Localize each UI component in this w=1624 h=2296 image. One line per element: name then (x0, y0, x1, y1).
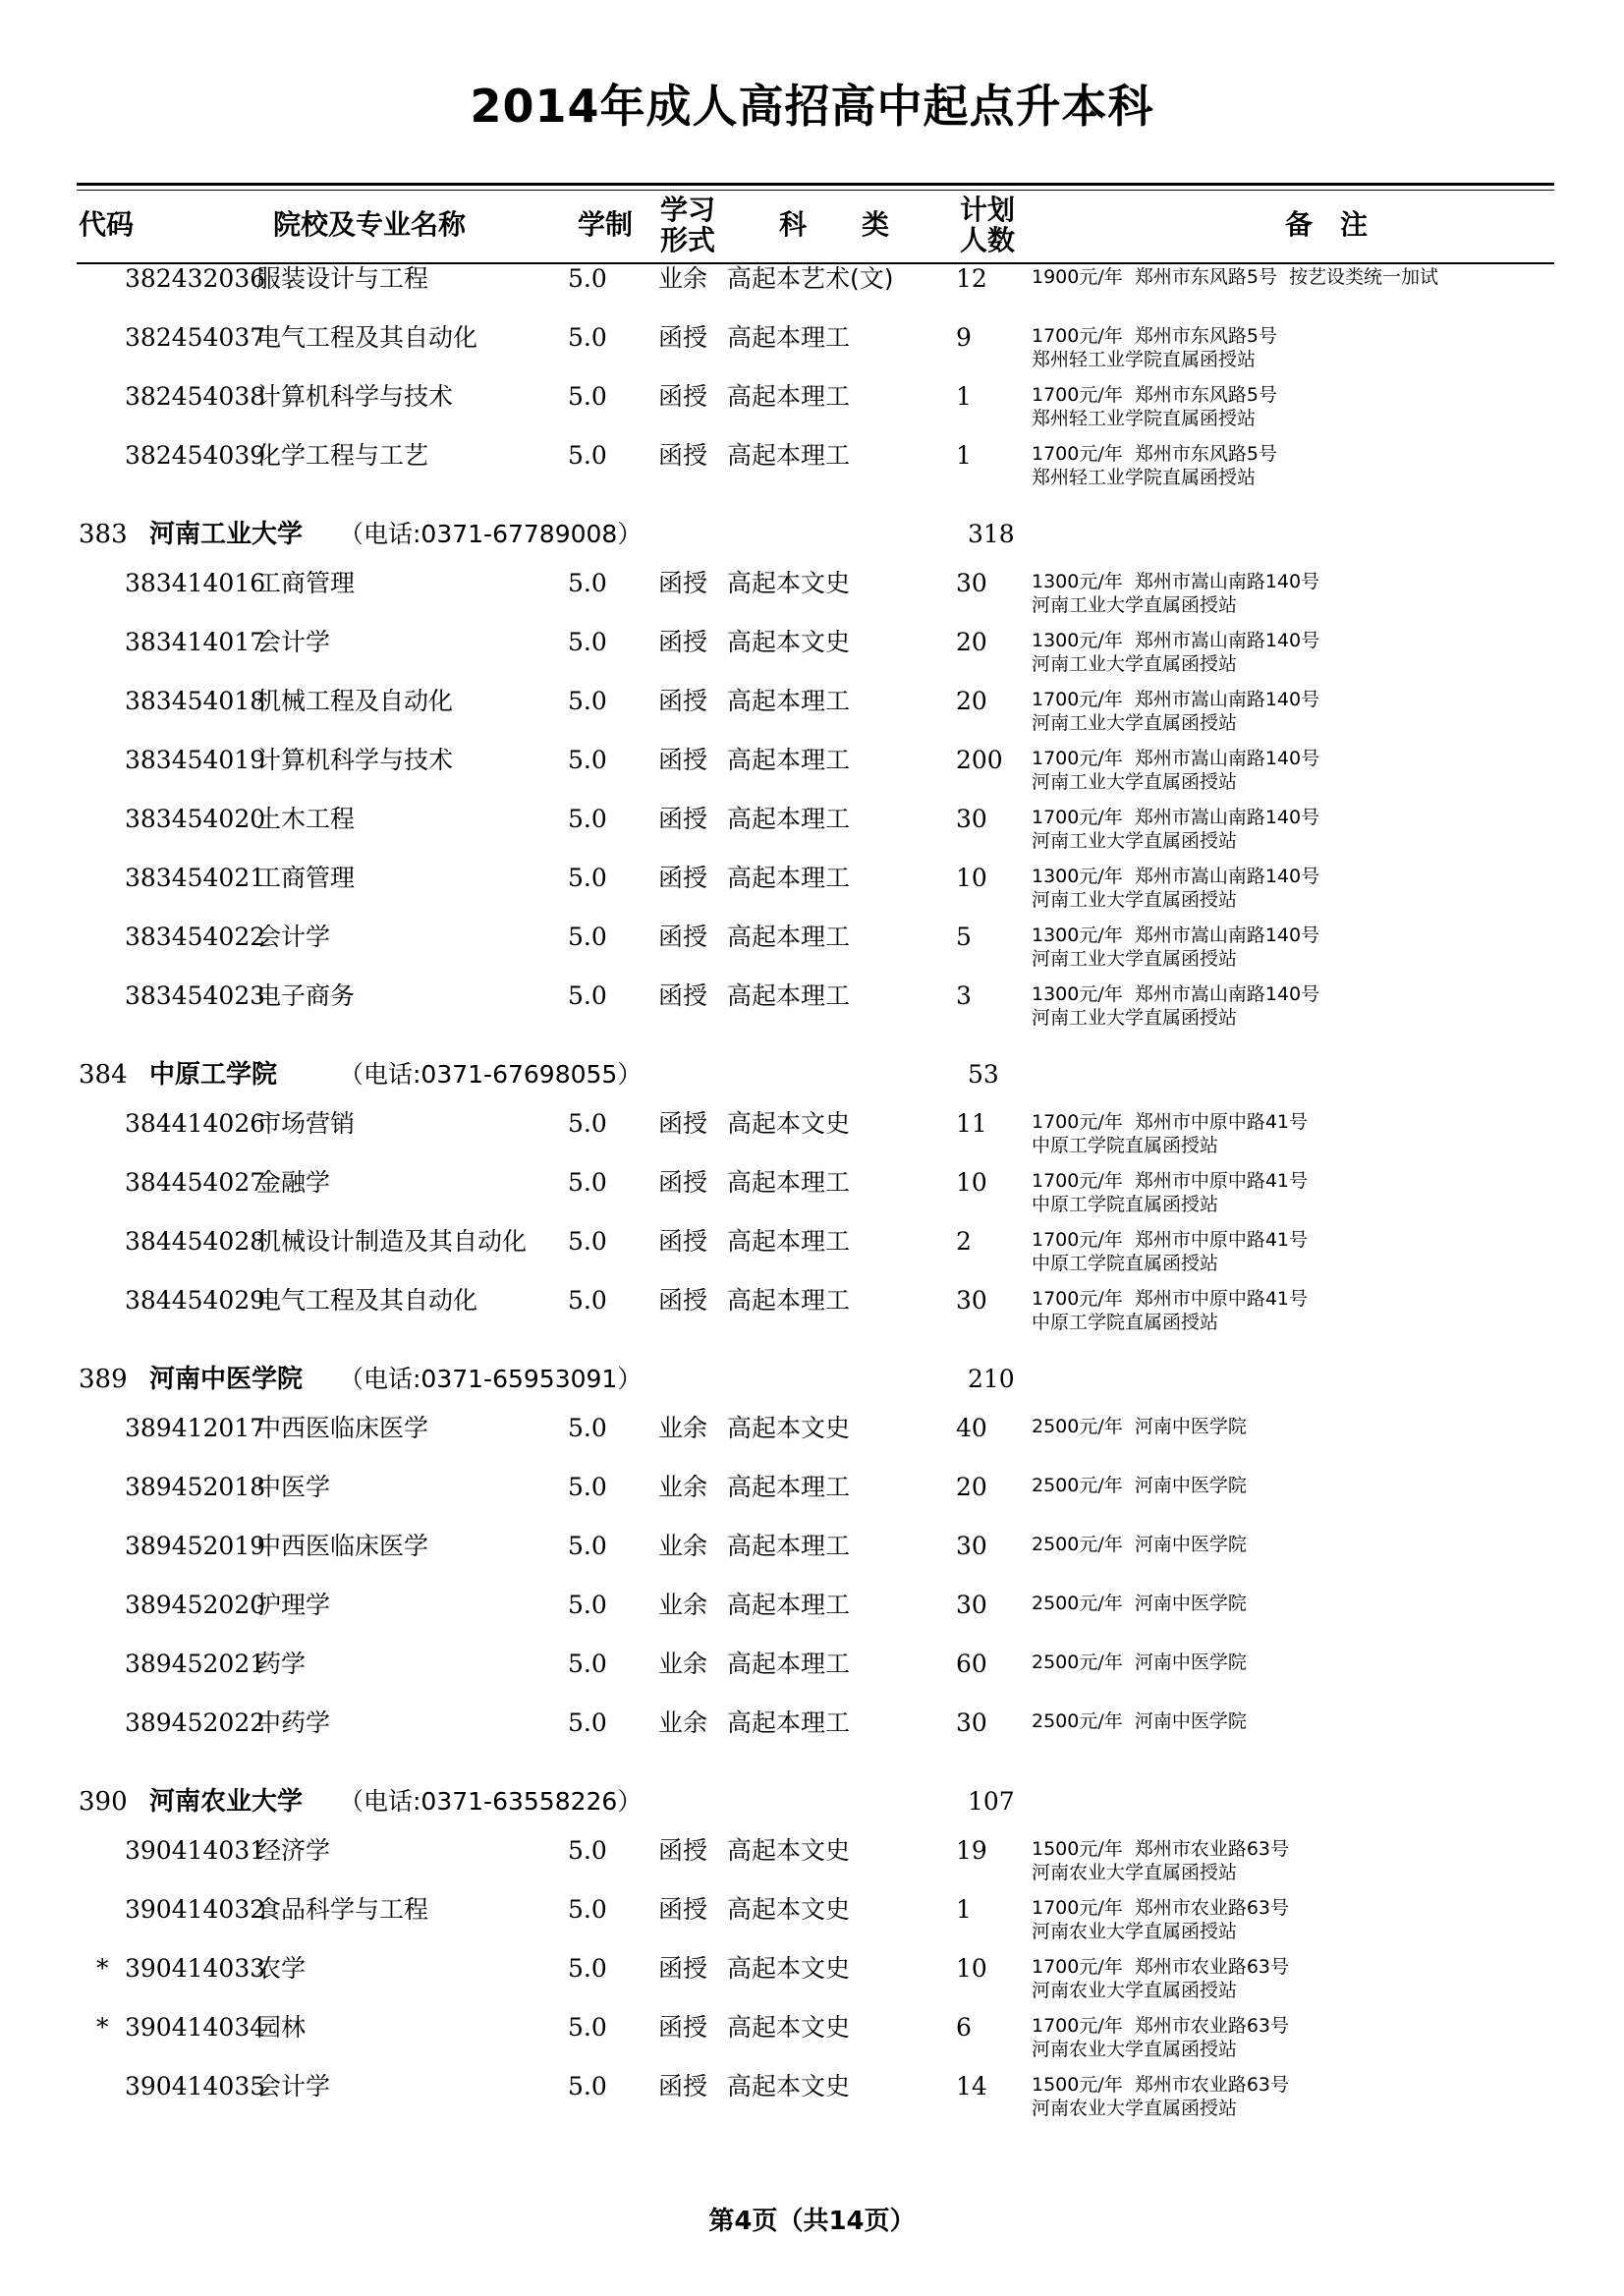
major-name: 会计学 (256, 2072, 331, 2100)
table-row (0, 1894, 1624, 1953)
major-category: 高起本文史 (727, 628, 851, 656)
major-years: 5.0 (568, 323, 607, 352)
major-note: 1700元/年 郑州市东风路5号 郑州轻工业学院直属函授站 (1032, 443, 1277, 488)
major-category: 高起本理工 (727, 981, 851, 1010)
major-code: 390414035 (125, 2072, 266, 2100)
major-mode: 函授 (658, 569, 708, 597)
major-name: 电气工程及其自动化 (256, 323, 478, 352)
table-row (0, 1531, 1624, 1590)
major-mode: 业余 (658, 1591, 708, 1619)
major-code: 382432036 (125, 264, 266, 293)
major-category: 高起本理工 (727, 1227, 851, 1256)
major-mode: 函授 (658, 1954, 708, 1983)
school-name: 河南农业大学 (149, 1787, 304, 1817)
major-plan: 19 (956, 1836, 987, 1865)
header-top-rule-thin (77, 190, 1554, 191)
major-plan: 14 (956, 2072, 987, 2100)
major-code: 390414031 (125, 1836, 266, 1865)
major-plan: 11 (956, 1109, 987, 1138)
major-note: 1700元/年 郑州市东风路5号 郑州轻工业学院直属函授站 (1032, 384, 1277, 429)
major-note: 1700元/年 郑州市农业路63号 河南农业大学直属函授站 (1032, 1897, 1290, 1942)
major-code: 384454029 (125, 1286, 266, 1315)
major-plan: 30 (956, 1532, 987, 1560)
major-note: 2500元/年 河南中医学院 (1032, 1475, 1247, 1496)
major-name: 护理学 (256, 1591, 331, 1619)
table-row (0, 1472, 1624, 1531)
major-note: 1700元/年 郑州市东风路5号 郑州轻工业学院直属函授站 (1032, 325, 1277, 370)
major-note: 1300元/年 郑州市嵩山南路140号 河南工业大学直属函授站 (1032, 983, 1320, 1029)
major-code: 383454020 (125, 805, 266, 833)
major-code: 389452019 (125, 1532, 266, 1560)
major-mode: 函授 (658, 441, 708, 470)
table-row (0, 804, 1624, 863)
major-category: 高起本理工 (727, 805, 851, 833)
major-category: 高起本理工 (727, 1286, 851, 1315)
major-code: 383454023 (125, 981, 266, 1010)
table-row (0, 381, 1624, 440)
header-years: 学制 (578, 208, 634, 241)
major-category: 高起本理工 (727, 687, 851, 715)
major-category: 高起本文史 (727, 1414, 851, 1442)
major-note: 2500元/年 河南中医学院 (1032, 1416, 1247, 1437)
major-code: 383454021 (125, 864, 266, 892)
major-category: 高起本理工 (727, 1708, 851, 1737)
major-mode: 函授 (658, 1168, 708, 1197)
major-years: 5.0 (568, 1532, 607, 1560)
major-name: 农学 (256, 1954, 307, 1983)
major-note: 1700元/年 郑州市农业路63号 河南农业大学直属函授站 (1032, 2015, 1290, 2060)
header-name: 院校及专业名称 (273, 208, 467, 241)
major-note: 1700元/年 郑州市嵩山南路140号 河南工业大学直属函授站 (1032, 807, 1320, 852)
school-header-row (0, 1364, 1624, 1413)
major-category: 高起本文史 (727, 1109, 851, 1138)
major-category: 高起本理工 (727, 382, 851, 411)
major-years: 5.0 (568, 569, 607, 597)
major-mode: 函授 (658, 2072, 708, 2100)
major-category: 高起本文史 (727, 2072, 851, 2100)
major-years: 5.0 (568, 805, 607, 833)
major-name: 计算机科学与技术 (256, 746, 454, 774)
major-code: 382454039 (125, 441, 266, 470)
school-phone: （电话:0371-67789008） (339, 520, 643, 548)
table-row (0, 1167, 1624, 1226)
major-mode: 函授 (658, 323, 708, 352)
major-note: 1700元/年 郑州市中原中路41号 中原工学院直属函授站 (1032, 1170, 1309, 1215)
major-years: 5.0 (568, 746, 607, 774)
major-note: 1300元/年 郑州市嵩山南路140号 河南工业大学直属函授站 (1032, 630, 1320, 675)
major-category: 高起本文史 (727, 1954, 851, 1983)
major-plan: 200 (956, 746, 1003, 774)
major-note: 1700元/年 郑州市中原中路41号 中原工学院直属函授站 (1032, 1288, 1309, 1333)
major-plan: 40 (956, 1414, 987, 1442)
star-mark: * (96, 1954, 109, 1983)
major-name: 食品科学与工程 (256, 1895, 429, 1924)
major-code: 382454038 (125, 382, 266, 411)
major-note: 1500元/年 郑州市农业路63号 河南农业大学直属函授站 (1032, 2074, 1290, 2119)
major-code: 390414032 (125, 1895, 266, 1924)
header-category: 科 类 (779, 208, 890, 241)
major-mode: 函授 (658, 687, 708, 715)
major-plan: 30 (956, 1708, 987, 1737)
school-code: 390 (79, 1787, 128, 1817)
major-name: 电子商务 (256, 981, 356, 1010)
school-name: 中原工学院 (149, 1060, 278, 1090)
major-code: 384454028 (125, 1227, 266, 1256)
school-phone: （电话:0371-65953091） (339, 1365, 643, 1393)
major-years: 5.0 (568, 864, 607, 892)
major-category: 高起本理工 (727, 1532, 851, 1560)
major-plan: 30 (956, 569, 987, 597)
major-name: 电气工程及其自动化 (256, 1286, 478, 1315)
table-row (0, 2071, 1624, 2130)
header-plan (958, 195, 1017, 255)
major-category: 高起本理工 (727, 864, 851, 892)
header-note: 备 注 (1285, 208, 1369, 241)
major-code: 389452018 (125, 1473, 266, 1501)
major-name: 会计学 (256, 923, 331, 951)
major-name: 机械工程及自动化 (256, 687, 454, 715)
major-code: 389412017 (125, 1414, 266, 1442)
major-years: 5.0 (568, 1954, 607, 1983)
header-mode-line2: 形式 (659, 224, 715, 256)
table-row (0, 1649, 1624, 1708)
major-note: 1500元/年 郑州市农业路63号 河南农业大学直属函授站 (1032, 1838, 1290, 1883)
major-plan: 6 (956, 2013, 972, 2042)
major-note: 2500元/年 河南中医学院 (1032, 1534, 1247, 1555)
major-code: 383454022 (125, 923, 266, 951)
major-mode: 函授 (658, 1836, 708, 1865)
major-years: 5.0 (568, 2013, 607, 2042)
table-row (0, 322, 1624, 381)
major-years: 5.0 (568, 1227, 607, 1256)
major-plan: 3 (956, 981, 972, 1010)
major-plan: 20 (956, 1473, 987, 1501)
major-mode: 函授 (658, 628, 708, 656)
major-mode: 函授 (658, 2013, 708, 2042)
major-plan: 10 (956, 1168, 987, 1197)
major-mode: 函授 (658, 923, 708, 951)
major-name: 园林 (256, 2013, 307, 2042)
school-code: 383 (79, 520, 128, 549)
major-code: 383414017 (125, 628, 266, 656)
major-note: 1900元/年 郑州市东风路5号 按艺设类统一加试 (1032, 266, 1439, 288)
major-category: 高起本理工 (727, 1591, 851, 1619)
table-row (0, 922, 1624, 980)
major-plan: 30 (956, 1286, 987, 1315)
major-note: 1700元/年 郑州市中原中路41号 中原工学院直属函授站 (1032, 1229, 1309, 1274)
major-mode: 业余 (658, 1708, 708, 1737)
school-plan-total: 53 (968, 1060, 999, 1089)
major-years: 5.0 (568, 628, 607, 656)
table-row (0, 1708, 1624, 1766)
major-plan: 1 (956, 441, 972, 470)
major-plan: 10 (956, 864, 987, 892)
major-name: 中西医临床医学 (256, 1532, 429, 1560)
major-years: 5.0 (568, 1109, 607, 1138)
major-note: 1700元/年 郑州市农业路63号 河南农业大学直属函授站 (1032, 1956, 1290, 2001)
page-footer: 第4页（共14页） (708, 2207, 916, 2236)
major-category: 高起本文史 (727, 2013, 851, 2042)
header-plan-line2: 人数 (959, 224, 1015, 256)
table-row (0, 1953, 1624, 2012)
major-mode: 函授 (658, 1895, 708, 1924)
star-mark: * (96, 2013, 109, 2042)
major-years: 5.0 (568, 382, 607, 411)
major-mode: 函授 (658, 981, 708, 1010)
school-plan-total: 107 (968, 1787, 1015, 1816)
header-mode-line1: 学习 (659, 194, 715, 226)
major-category: 高起本理工 (727, 923, 851, 951)
major-code: 383414016 (125, 569, 266, 597)
major-name: 经济学 (256, 1836, 331, 1865)
header-mode (658, 195, 717, 255)
major-code: 389452022 (125, 1708, 266, 1737)
major-years: 5.0 (568, 1650, 607, 1678)
major-years: 5.0 (568, 981, 607, 1010)
table-row (0, 686, 1624, 745)
major-category: 高起本文史 (727, 1836, 851, 1865)
major-category: 高起本文史 (727, 1895, 851, 1924)
school-plan-total: 318 (968, 520, 1015, 548)
school-phone: （电话:0371-63558226） (339, 1787, 643, 1816)
major-mode: 业余 (658, 264, 708, 293)
major-plan: 1 (956, 1895, 972, 1924)
table-row (0, 568, 1624, 627)
major-mode: 函授 (658, 1227, 708, 1256)
major-category: 高起本文史 (727, 569, 851, 597)
major-category: 高起本艺术(文) (727, 264, 894, 293)
major-name: 土木工程 (256, 805, 356, 833)
major-plan: 1 (956, 382, 972, 411)
major-years: 5.0 (568, 264, 607, 293)
table-row (0, 980, 1624, 1039)
major-plan: 5 (956, 923, 972, 951)
major-name: 药学 (256, 1650, 307, 1678)
major-plan: 60 (956, 1650, 987, 1678)
major-plan: 30 (956, 805, 987, 833)
school-name: 河南中医学院 (149, 1365, 304, 1394)
major-note: 1700元/年 郑州市中原中路41号 中原工学院直属函授站 (1032, 1111, 1309, 1156)
table-row (0, 627, 1624, 686)
major-years: 5.0 (568, 441, 607, 470)
major-note: 2500元/年 河南中医学院 (1032, 1593, 1247, 1614)
table-row (0, 1108, 1624, 1167)
major-plan: 20 (956, 687, 987, 715)
major-years: 5.0 (568, 1414, 607, 1442)
major-years: 5.0 (568, 1473, 607, 1501)
major-mode: 业余 (658, 1414, 708, 1442)
major-years: 5.0 (568, 1168, 607, 1197)
major-mode: 函授 (658, 746, 708, 774)
major-years: 5.0 (568, 1591, 607, 1619)
major-years: 5.0 (568, 1708, 607, 1737)
major-category: 高起本理工 (727, 1650, 851, 1678)
table-row (0, 263, 1624, 322)
major-note: 1300元/年 郑州市嵩山南路140号 河南工业大学直属函授站 (1032, 571, 1320, 616)
table-row (0, 1413, 1624, 1472)
major-note: 1700元/年 郑州市嵩山南路140号 河南工业大学直属函授站 (1032, 689, 1320, 734)
table-row (0, 440, 1624, 499)
table-row (0, 1226, 1624, 1285)
major-note: 2500元/年 河南中医学院 (1032, 1652, 1247, 1673)
major-mode: 函授 (658, 382, 708, 411)
major-name: 金融学 (256, 1168, 331, 1197)
major-mode: 业余 (658, 1473, 708, 1501)
major-code: 384454027 (125, 1168, 266, 1197)
major-years: 5.0 (568, 1895, 607, 1924)
major-mode: 业余 (658, 1532, 708, 1560)
major-years: 5.0 (568, 1836, 607, 1865)
major-name: 市场营销 (256, 1109, 356, 1138)
major-mode: 函授 (658, 1286, 708, 1315)
major-name: 工商管理 (256, 864, 356, 892)
major-mode: 业余 (658, 1650, 708, 1678)
school-code: 384 (79, 1060, 128, 1090)
major-code: 383454019 (125, 746, 266, 774)
major-name: 服装设计与工程 (256, 264, 429, 293)
major-years: 5.0 (568, 923, 607, 951)
major-mode: 函授 (658, 805, 708, 833)
major-plan: 9 (956, 323, 972, 352)
table-row (0, 863, 1624, 922)
major-plan: 2 (956, 1227, 972, 1256)
school-phone: （电话:0371-67698055） (339, 1060, 643, 1089)
table-row (0, 2012, 1624, 2071)
major-category: 高起本理工 (727, 1168, 851, 1197)
header-plan-line1: 计划 (959, 194, 1015, 226)
school-header-row (0, 519, 1624, 568)
major-name: 会计学 (256, 628, 331, 656)
major-name: 中药学 (256, 1708, 331, 1737)
major-note: 1300元/年 郑州市嵩山南路140号 河南工业大学直属函授站 (1032, 866, 1320, 911)
major-name: 计算机科学与技术 (256, 382, 454, 411)
table-row (0, 745, 1624, 804)
major-category: 高起本理工 (727, 746, 851, 774)
major-code: 390414034 (125, 2013, 266, 2042)
major-note: 1700元/年 郑州市嵩山南路140号 河南工业大学直属函授站 (1032, 748, 1320, 793)
major-category: 高起本理工 (727, 441, 851, 470)
school-plan-total: 210 (968, 1365, 1015, 1393)
major-plan: 20 (956, 628, 987, 656)
header-code: 代码 (79, 208, 135, 241)
major-code: 382454037 (125, 323, 266, 352)
major-code: 384414026 (125, 1109, 266, 1138)
major-years: 5.0 (568, 1286, 607, 1315)
major-code: 389452021 (125, 1650, 266, 1678)
major-code: 390414033 (125, 1954, 266, 1983)
major-mode: 函授 (658, 1109, 708, 1138)
major-name: 化学工程与工艺 (256, 441, 429, 470)
major-name: 中医学 (256, 1473, 331, 1501)
major-category: 高起本理工 (727, 1473, 851, 1501)
major-note: 1300元/年 郑州市嵩山南路140号 河南工业大学直属函授站 (1032, 924, 1320, 970)
major-years: 5.0 (568, 687, 607, 715)
major-years: 5.0 (568, 2072, 607, 2100)
major-code: 389452020 (125, 1591, 266, 1619)
table-row (0, 1590, 1624, 1649)
major-code: 383454018 (125, 687, 266, 715)
school-code: 389 (79, 1365, 128, 1394)
major-plan: 30 (956, 1591, 987, 1619)
major-name: 机械设计制造及其自动化 (256, 1227, 528, 1256)
header-top-rule (77, 183, 1554, 186)
major-note: 2500元/年 河南中医学院 (1032, 1710, 1247, 1732)
page-title: 2014年成人高招高中起点升本科 (470, 80, 1154, 133)
school-header-row (0, 1059, 1624, 1108)
major-plan: 10 (956, 1954, 987, 1983)
major-name: 工商管理 (256, 569, 356, 597)
table-row (0, 1835, 1624, 1894)
major-category: 高起本理工 (727, 323, 851, 352)
major-plan: 12 (956, 264, 987, 293)
major-mode: 函授 (658, 864, 708, 892)
school-name: 河南工业大学 (149, 520, 304, 549)
major-name: 中西医临床医学 (256, 1414, 429, 1442)
school-header-row (0, 1786, 1624, 1835)
table-row (0, 1285, 1624, 1344)
